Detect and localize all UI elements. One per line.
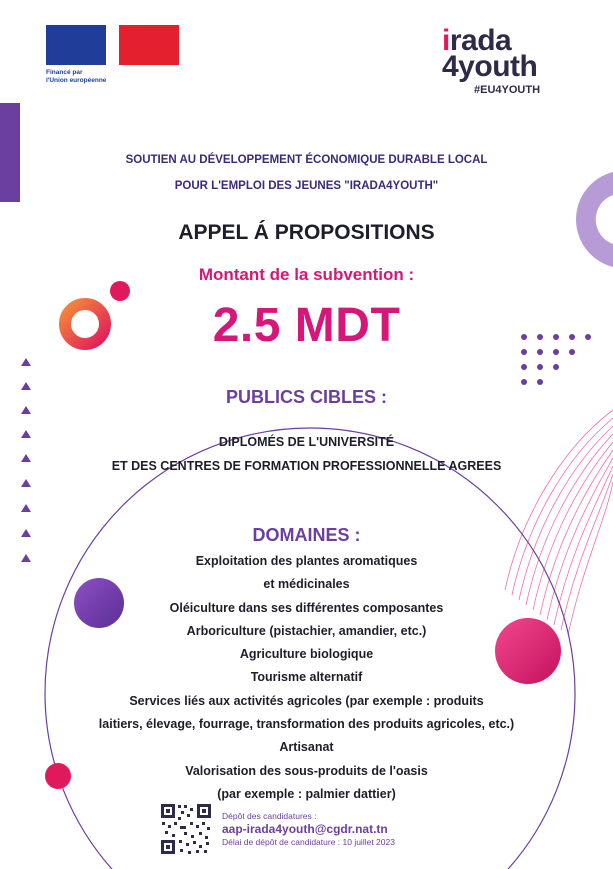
tunisia-flag-logo bbox=[119, 25, 179, 65]
domain-item: laitiers, élevage, fourrage, transformation des produits agricoles, etc.) bbox=[98, 717, 515, 732]
brand-line2: 4youth bbox=[442, 50, 538, 83]
irada4youth-logo bbox=[442, 24, 572, 96]
domain-item: Oléiculture dans ses différentes composantes bbox=[169, 600, 444, 615]
publics-line1: DIPLOMÉS DE L'UNIVERSITÉ bbox=[218, 435, 395, 449]
brand-rada: rada bbox=[449, 24, 512, 57]
call-title: APPEL Á PROPOSITIONS bbox=[178, 221, 435, 244]
domain-item: Valorisation des sous-produits de l'oasis bbox=[185, 763, 428, 778]
eu-flag-logo bbox=[46, 25, 106, 65]
deposit-label: Dépôt des candidatures : bbox=[222, 811, 317, 821]
domain-item: et médicinales bbox=[263, 577, 350, 592]
eu-caption-line2: l'Union européenne bbox=[46, 77, 107, 84]
domain-item: Artisanat bbox=[279, 740, 334, 755]
publics-line2: ET DES CENTRES DE FORMATION PROFESSIONNELLE AGREES bbox=[111, 459, 502, 473]
domain-item: Exploitation des plantes aromatiques bbox=[195, 554, 418, 568]
domain-item: Services liés aux activités agricoles (par exemple : produits bbox=[129, 693, 484, 708]
domains-title: DOMAINES : bbox=[252, 525, 361, 545]
domains-list bbox=[0, 550, 613, 806]
domain-item: Agriculture biologique bbox=[239, 647, 374, 662]
publics-title: PUBLICS CIBLES : bbox=[225, 387, 387, 407]
eu-funding-caption bbox=[46, 69, 106, 85]
footer-contact bbox=[222, 811, 395, 847]
program-line1: SOUTIEN AU DÉVELOPPEMENT ÉCONOMIQUE DURABLE LOCAL bbox=[125, 154, 488, 166]
publics-description bbox=[0, 430, 613, 478]
eu-caption-line1: Financé par bbox=[46, 69, 83, 76]
domain-item: Tourisme alternatif bbox=[250, 670, 363, 685]
program-title bbox=[0, 147, 613, 199]
deadline-text: Délai de dépôt de candidature : 10 juillet 2023 bbox=[222, 837, 395, 847]
brand-letter-i: i bbox=[442, 24, 450, 57]
brand-hashtag: #EU4YOUTH bbox=[474, 84, 541, 96]
domain-item: (par exemple : palmier dattier) bbox=[217, 786, 396, 801]
qr-code-icon bbox=[161, 804, 211, 854]
grant-label: Montant de la subvention : bbox=[198, 265, 415, 284]
program-line2: POUR L'EMPLOI DES JEUNES "IRADA4YOUTH" bbox=[174, 180, 439, 192]
grant-amount: 2.5 MDT bbox=[212, 299, 401, 352]
domain-item: Arboriculture (pistachier, amandier, etc.) bbox=[186, 623, 427, 638]
contact-email-link[interactable]: aap-irada4youth@cgdr.nat.tn bbox=[222, 822, 388, 836]
